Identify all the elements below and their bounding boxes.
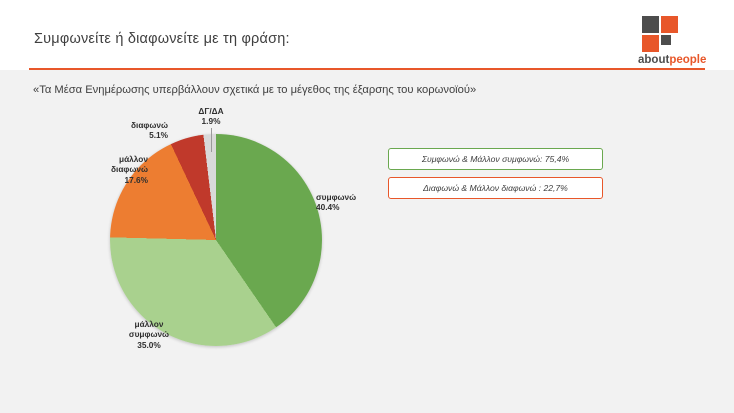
logo-square-dark-icon [642, 16, 659, 33]
slice-label-dg [183, 106, 239, 127]
slice-label-diafono-name: διαφωνώ [130, 120, 168, 130]
summary-agree-box: Συμφωνώ & Μάλλον συμφωνώ: 75,4% [388, 148, 603, 170]
page-title: Συμφωνείτε ή διαφωνείτε με τη φράση: [34, 31, 290, 47]
leader-line-dg [211, 128, 212, 152]
slice-label-mallon-diafono-value: 17.6% [124, 174, 148, 185]
slide-header [0, 0, 734, 70]
summary-panel [388, 148, 603, 206]
aboutpeople-logo [638, 16, 710, 68]
slice-label-diafono [106, 120, 168, 141]
slice-label-mallon-diafono-name2: διαφωνώ [110, 164, 148, 175]
question-text: «Τα Μέσα Ενημέρωσης υπερβάλλουν σχετικά με το μέγεθος της έξαρσης του κορωνοϊού» [33, 84, 477, 96]
logo-about-text: about [638, 54, 670, 66]
slice-label-mallon-symfono-name2: συμφωνώ [128, 329, 170, 340]
slice-label-mallon-symfono [104, 319, 194, 350]
slice-label-mallon-symfono-value: 35.0% [137, 339, 161, 350]
logo-square-orange-icon [661, 16, 678, 33]
logo-square-orange2-icon [642, 35, 659, 52]
slice-label-symfono-name: συμφωνώ [316, 192, 357, 202]
slice-label-symfono-value: 40.4% [316, 202, 340, 213]
header-divider [29, 68, 705, 70]
logo-notch-icon [661, 35, 671, 45]
slice-label-mallon-diafono [86, 154, 148, 185]
slice-label-dg-value: 1.9% [201, 116, 221, 127]
logo-wordmark [638, 54, 706, 66]
slice-label-diafono-value: 5.1% [149, 130, 168, 141]
slice-label-symfono [316, 192, 356, 213]
summary-disagree-box: Διαφωνώ & Μάλλον διαφωνώ : 22,7% [388, 177, 603, 199]
slice-label-dg-name: ΔΓ/ΔΑ [198, 106, 224, 116]
pie-chart [28, 104, 378, 384]
slice-label-mallon-symfono-name1: μάλλον [134, 319, 164, 329]
logo-people-text: people [669, 54, 707, 66]
slice-label-mallon-diafono-name1: μάλλον [119, 154, 148, 164]
